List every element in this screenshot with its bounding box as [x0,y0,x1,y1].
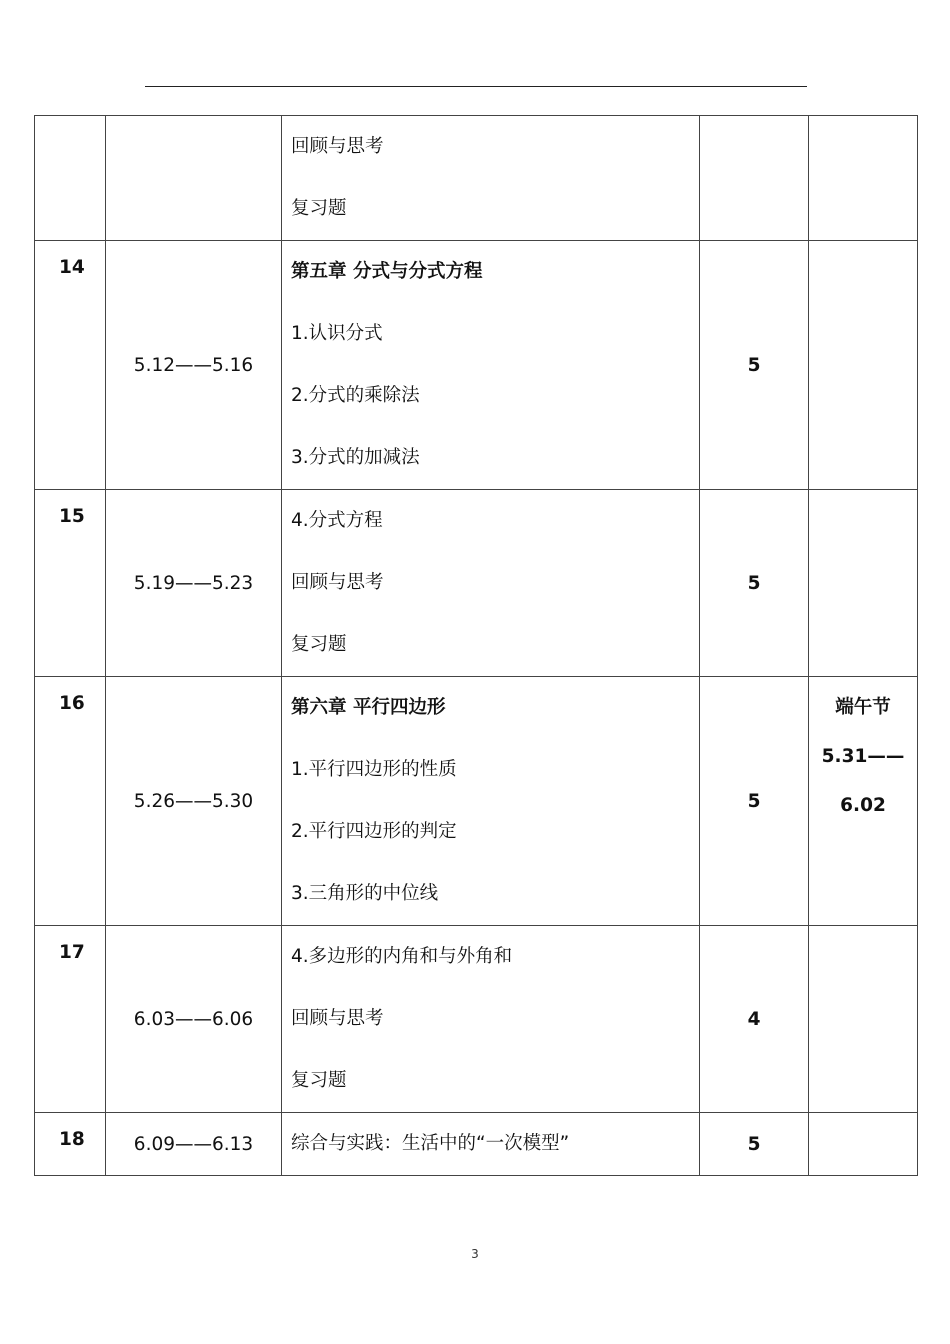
table-row [35,1113,918,1176]
lesson-item: 回顾与思考 [291,1008,384,1029]
remarks-cell [809,241,918,490]
lesson-item: 综合与实践：生活中的“一次模型” [291,1133,570,1154]
teaching-content-cell [282,677,700,926]
class-hours-cell: 5 [700,241,809,490]
remarks-cell [809,926,918,1113]
class-hours-cell: 4 [700,926,809,1113]
lesson-item: 回顾与思考 [291,572,384,593]
week-number-cell: 15 [35,490,106,677]
remarks-cell [809,1113,918,1176]
teaching-content-cell [282,1113,700,1176]
chapter-title: 第五章 分式与分式方程 [291,261,483,282]
lesson-item: 3.三角形的中位线 [291,883,439,904]
date-range-cell [106,116,282,241]
lesson-item: 1.认识分式 [291,323,383,344]
holiday-note: 端午节 [835,697,891,718]
header-rule [145,86,807,87]
table-row [35,241,918,490]
page-number: 3 [471,1247,479,1261]
week-number-cell: 14 [35,241,106,490]
lesson-item: 3.分式的加减法 [291,447,420,468]
table-row [35,116,918,241]
lesson-item: 2.分式的乘除法 [291,385,420,406]
week-number-cell [35,116,106,241]
lesson-item: 4.分式方程 [291,510,383,531]
lesson-item: 回顾与思考 [291,136,384,157]
teaching-content-cell [282,926,700,1113]
teaching-content-cell [282,490,700,677]
class-hours-cell: 5 [700,677,809,926]
table-row [35,926,918,1113]
lesson-item: 2.平行四边形的判定 [291,821,457,842]
teaching-content-cell [282,116,700,241]
date-range-cell: 5.12——5.16 [106,241,282,490]
date-range-cell: 5.26——5.30 [106,677,282,926]
table-row [35,677,918,926]
date-range-cell: 6.09——6.13 [106,1113,282,1176]
date-range-cell: 6.03——6.06 [106,926,282,1113]
remarks-cell [809,677,918,926]
holiday-note: 6.02 [840,795,886,816]
class-hours-cell: 5 [700,1113,809,1176]
week-number-cell: 17 [35,926,106,1113]
chapter-title: 第六章 平行四边形 [291,697,446,718]
class-hours-cell [700,116,809,241]
lesson-item: 复习题 [291,198,347,219]
lesson-item: 复习题 [291,1070,347,1091]
week-number-cell: 16 [35,677,106,926]
lesson-item: 4.多边形的内角和与外角和 [291,946,513,967]
table-row [35,490,918,677]
class-hours-cell: 5 [700,490,809,677]
teaching-content-cell [282,241,700,490]
teaching-schedule-table [34,115,918,1176]
lesson-item: 复习题 [291,634,347,655]
week-number-cell: 18 [35,1113,106,1176]
date-range-cell: 5.19——5.23 [106,490,282,677]
lesson-item: 1.平行四边形的性质 [291,759,457,780]
remarks-cell [809,490,918,677]
remarks-cell [809,116,918,241]
holiday-note: 5.31—— [821,746,905,767]
